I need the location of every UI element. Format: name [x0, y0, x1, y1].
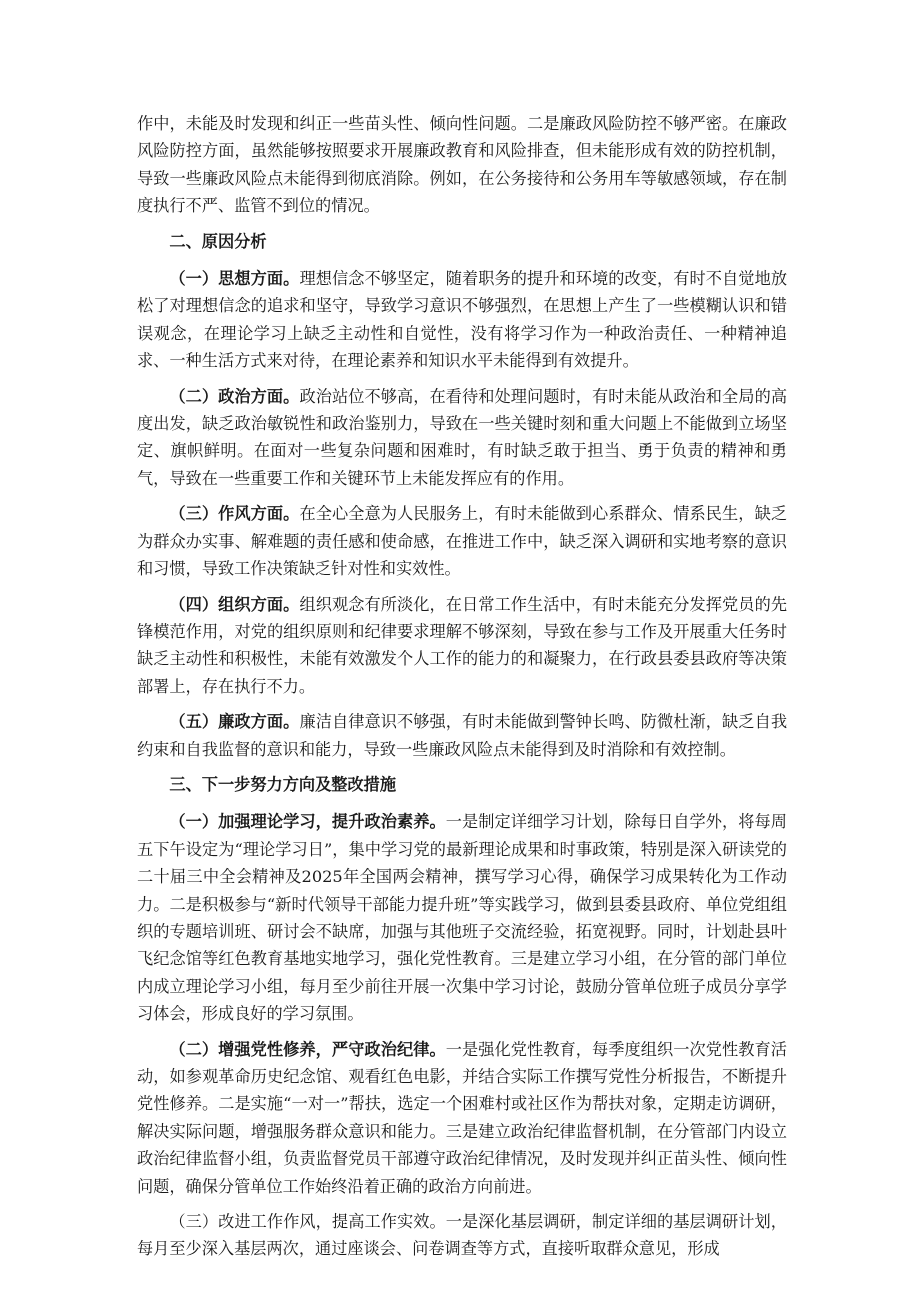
measure-paragraph-work-style: [137, 1208, 787, 1263]
paragraph-lead: （一）加强理论学习，提升政治素养。: [169, 812, 446, 832]
paragraph-text: 一是强化党性教育，每季度组织一次党性教育活动，如参观革命历史纪念馆、观看红色电影，并结合实际工作撰写党性分析报告，不断提升党性修养。二是实施“一对一”帮扶，选定一个困难村或社区作为帮扶对象，定期走访调研，解决实际问题，增强服务群众意识和能力。三是建立政治纪律监督机制，在分管部门内设立政治纪律监督小组，负责监督党员干部遵守政治纪律情况，及时发现并纠正苗头性、倾向性问题，确保分管单位工作始终沿着正确的政治方向前进。: [137, 1039, 787, 1196]
paragraph-lead: （一）思想方面。: [169, 269, 300, 289]
paragraph-text: 理想信念不够坚定，随着职务的提升和环境的改变，有时不自觉地放松了对理想信念的追求和坚守，导致学习意识不够强烈，在思想上产生了一些模糊认识和错误观念，在理论学习上缺乏主动性和自觉性，没有将学习作为一种政治责任、一种精神追求、一种生活方式来对待，在理论素养和知识水平未能得到有效提升。: [137, 269, 788, 371]
cause-paragraph-organization: [137, 591, 787, 701]
measure-paragraph-party-spirit: [137, 1036, 787, 1200]
paragraph-lead: （二）增强党性修养，严守政治纪律。: [169, 1039, 446, 1059]
cause-paragraph-integrity: [137, 708, 787, 763]
cause-paragraph-style: [137, 500, 787, 582]
paragraph-text: 组织观念有所淡化，在日常工作生活中，有时未能充分发挥党员的先锋模范作用，对党的组织原则和纪律要求理解不够深刻，导致在参与工作及开展重大任务时缺乏主动性和积极性，未能有效激发个人工作的能力的和凝聚力，在行政县委县政府等决策部署上，存在执行不力。: [137, 594, 788, 696]
paragraph-lead: （二）政治方面。: [169, 386, 300, 406]
measure-paragraph-theory-study: [137, 808, 787, 1027]
section-heading-cause-analysis: 二、原因分析: [169, 231, 267, 251]
paragraph-lead: （三）作风方面。: [169, 504, 300, 524]
paragraph-text: 在全心全意为人民服务上，有时未能做到心系群众、情系民生，缺乏为群众办实事、解难题的责任感和使命感，在推进工作中，缺乏深入调研和实地考察的意识和习惯，导致工作决策缺乏针对性和实效性。: [137, 504, 788, 579]
cause-paragraph-thought: [137, 265, 787, 375]
paragraph-text: 廉洁自律意识不够强，有时未能做到警钟长鸣、防微杜渐，缺乏自我约束和自我监督的意识和能力，导致一些廉政风险点未能得到及时消除和有效控制。: [137, 712, 788, 759]
paragraph-text: 政治站位不够高，在看待和处理问题时，有时未能从政治和全局的高度出发，缺乏政治敏锐性和政治鉴别力，导致在一些关键时刻和重大问题上不能做到立场坚定、旗帜鲜明。在面对一些复杂问题和困难时，有时缺乏敢于担当、勇于负责的精神和勇气，导致在一些重要工作和关键环节上未能发挥应有的作用。: [137, 386, 788, 488]
paragraph-lead: （三）改进工作作风，提高工作实效。: [169, 1212, 446, 1232]
intro-paragraph: 作中，未能及时发现和纠正一些苗头性、倾向性问题。二是廉政风险防控不够严密。在廉政风险防控方面，虽然能够按照要求开展廉政教育和风险排查，但未能形成有效的防控机制，导致一些廉政风险点未能得到彻底消除。例如，在公务接待和公务用车等敏感领域，存在制度执行不严、监管不到位的情况。: [137, 114, 787, 216]
section-heading-next-steps: 三、下一步努力方向及整改措施: [169, 774, 397, 794]
document-body: [137, 110, 787, 1271]
paragraph-text: 一是深化基层调研，制定详细的基层调研计划，每月至少深入基层两次，通过座谈会、问卷调查等方式，直接听取群众意见，形成: [137, 1212, 787, 1259]
paragraph-lead: （五）廉政方面。: [169, 712, 300, 732]
cause-paragraph-political: [137, 383, 787, 493]
paragraph-lead: （四）组织方面。: [169, 594, 300, 614]
paragraph-text: 一是制定详细学习计划，除每日自学外，将每周五下午设定为“理论学习日”，集中学习党的最新理论成果和时事政策，特别是深入研读党的二十届三中全会精神及2025年全国两会精神，撰写学习心得，确保学习成果转化为工作动力。二是积极参与“新时代领导干部能力提升班”等实践学习，做到县委县政府、单位党组组织的专题培训班、研讨会不缺席，加强与其他班子交流经验，拓宽视野。同时，计划赴县叶飞纪念馆等红色教育基地实地学习，强化党性教育。三是建立学习小组，在分管的部门单位内成立理论学习小组，每月至少前往开展一次集中学习讨论，鼓励分管单位班子成员分享学习体会，形成良好的学习氛围。: [137, 812, 787, 1024]
